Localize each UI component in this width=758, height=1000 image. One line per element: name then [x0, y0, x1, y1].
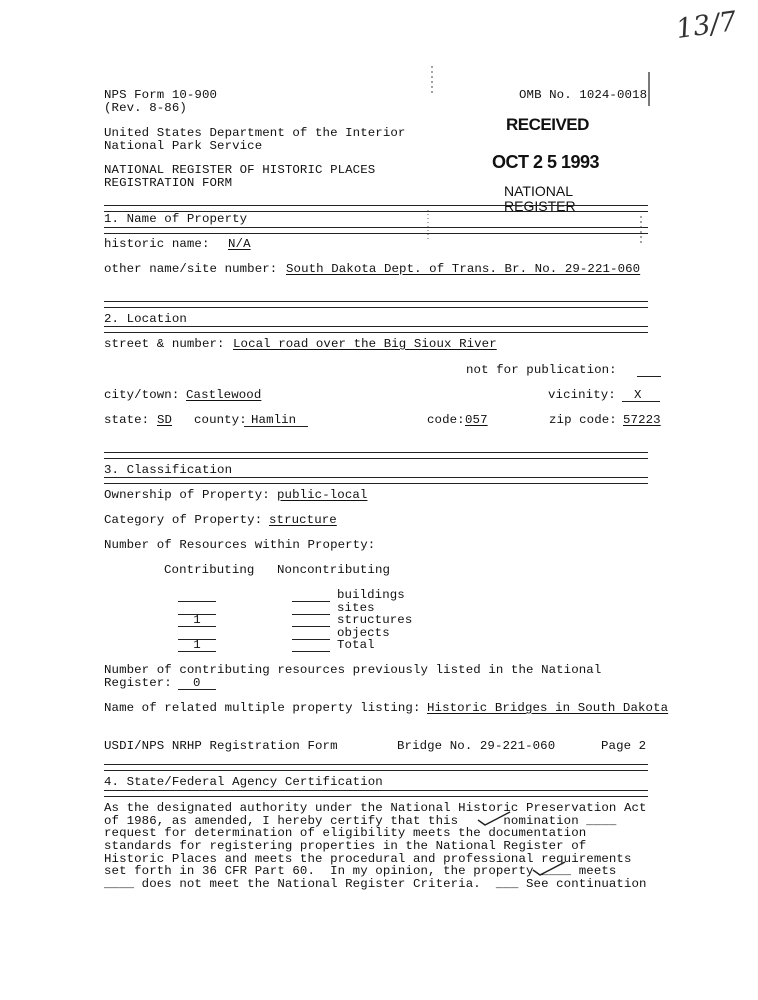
resources-label: Number of Resources within Property: — [104, 538, 376, 552]
county-underline — [244, 426, 308, 427]
noncontributing-blank — [292, 651, 330, 652]
vicinity-label: vicinity: — [548, 388, 616, 402]
certification-line: ____ does not meet the National Register Criteria. ___ See continuation — [104, 877, 647, 891]
contributing-blank — [178, 626, 216, 627]
county-value: Hamlin — [251, 413, 297, 427]
noncontributing-blank — [292, 614, 330, 615]
ownership-value: public-local — [277, 488, 368, 502]
street-label: street & number: — [104, 337, 225, 351]
section-rule — [104, 452, 648, 459]
noncontributing-header: Noncontributing — [277, 563, 391, 577]
noncontributing-blank — [292, 601, 330, 602]
certification-line: As the designated authority under the National Historic Preservation Act — [104, 801, 647, 815]
section-3-heading: 3. Classification — [104, 463, 233, 477]
form-number: NPS Form 10-900 — [104, 88, 218, 102]
category-label: Category of Property: — [104, 513, 263, 527]
code-label: code: — [427, 413, 465, 427]
state-value: SD — [157, 413, 173, 427]
category-value: structure — [269, 513, 337, 527]
resource-type: objects — [337, 626, 390, 640]
received-stamp-line2: REGISTER — [504, 198, 576, 214]
other-name-value: South Dakota Dept. of Trans. Br. No. 29-221-060 — [286, 262, 641, 276]
section-rule — [104, 326, 648, 333]
noncontributing-blank — [292, 639, 330, 640]
prev-listed-line1: Number of contributing resources previously listed in the National — [104, 663, 602, 677]
other-name-label: other name/site number: — [104, 262, 278, 276]
footer-form-name: USDI/NPS NRHP Registration Form — [104, 739, 338, 753]
historic-name-label: historic name: — [104, 237, 210, 251]
contributing-count: 1 — [193, 638, 201, 652]
section-rule — [104, 477, 648, 484]
noncontributing-blank — [292, 626, 330, 627]
form-revision: (Rev. 8-86) — [104, 101, 187, 115]
certification-line: request for determination of eligibility meets the documentation — [104, 826, 587, 840]
contributing-header: Contributing — [164, 563, 255, 577]
form-title: REGISTRATION FORM — [104, 176, 233, 190]
nomination-check-mark-icon — [476, 810, 512, 828]
prev-listed-underline — [178, 689, 216, 690]
received-stamp-label: RECEIVED — [506, 115, 589, 134]
section-4-heading: 4. State/Federal Agency Certification — [104, 775, 383, 789]
vicinity-value: X — [634, 388, 642, 402]
service-name: National Park Service — [104, 139, 263, 153]
state-label: state: — [104, 413, 150, 427]
not-for-publication-label: not for publication: — [466, 363, 617, 377]
not-for-publication-blank — [637, 376, 661, 377]
contributing-count: 1 — [193, 613, 201, 627]
ownership-label: Ownership of Property: — [104, 488, 270, 502]
section-rule — [104, 301, 648, 308]
contributing-blank — [178, 651, 216, 652]
section-rule — [104, 764, 648, 771]
zip-label: zip code: — [549, 413, 617, 427]
scan-specks — [420, 60, 660, 260]
related-listing-label: Name of related multiple property listing: — [104, 701, 421, 715]
section-2-heading: 2. Location — [104, 312, 187, 326]
resource-type: Total — [337, 638, 375, 652]
zip-value: 57223 — [623, 413, 661, 427]
received-stamp-line1: NATIONAL — [504, 183, 573, 199]
city-value: Castlewood — [186, 388, 262, 402]
historic-name-value: N/A — [228, 237, 251, 251]
code-value: 057 — [465, 413, 488, 427]
certification-line: standards for registering properties in the National Register of — [104, 839, 587, 853]
resource-type: buildings — [337, 588, 405, 602]
contributing-blank — [178, 601, 216, 602]
department-name: United States Department of the Interior — [104, 126, 406, 140]
street-value: Local road over the Big Sioux River — [233, 337, 497, 351]
footer-page-number: Page 2 — [601, 739, 647, 753]
city-label: city/town: — [104, 388, 180, 402]
prev-listed-line2: Register: — [104, 676, 172, 690]
resource-type: structures — [337, 613, 413, 627]
section-rule — [104, 790, 648, 797]
omb-number: OMB No. 1024-0018 — [519, 88, 648, 102]
section-1-heading: 1. Name of Property — [104, 212, 248, 226]
received-stamp-date: OCT 2 5 1993 — [492, 152, 600, 172]
certification-line: set forth in 36 CFR Part 60. In my opinion, the property ____ meets — [104, 864, 617, 878]
vicinity-underline — [622, 401, 660, 402]
certification-line: of 1986, as amended, I hereby certify that this nomination ____ — [104, 814, 617, 828]
county-label: county: — [194, 413, 247, 427]
corner-handwritten-mark: 13/7 — [674, 5, 739, 46]
related-listing-value: Historic Bridges in South Dakota — [427, 701, 669, 715]
prev-listed-value: 0 — [193, 676, 201, 690]
certification-line: Historic Places and meets the procedural and professional requirements — [104, 852, 632, 866]
resource-type: sites — [337, 601, 375, 615]
footer-bridge-number: Bridge No. 29-221-060 — [397, 739, 556, 753]
meets-check-mark-icon — [531, 860, 567, 878]
register-title: NATIONAL REGISTER OF HISTORIC PLACES — [104, 163, 376, 177]
